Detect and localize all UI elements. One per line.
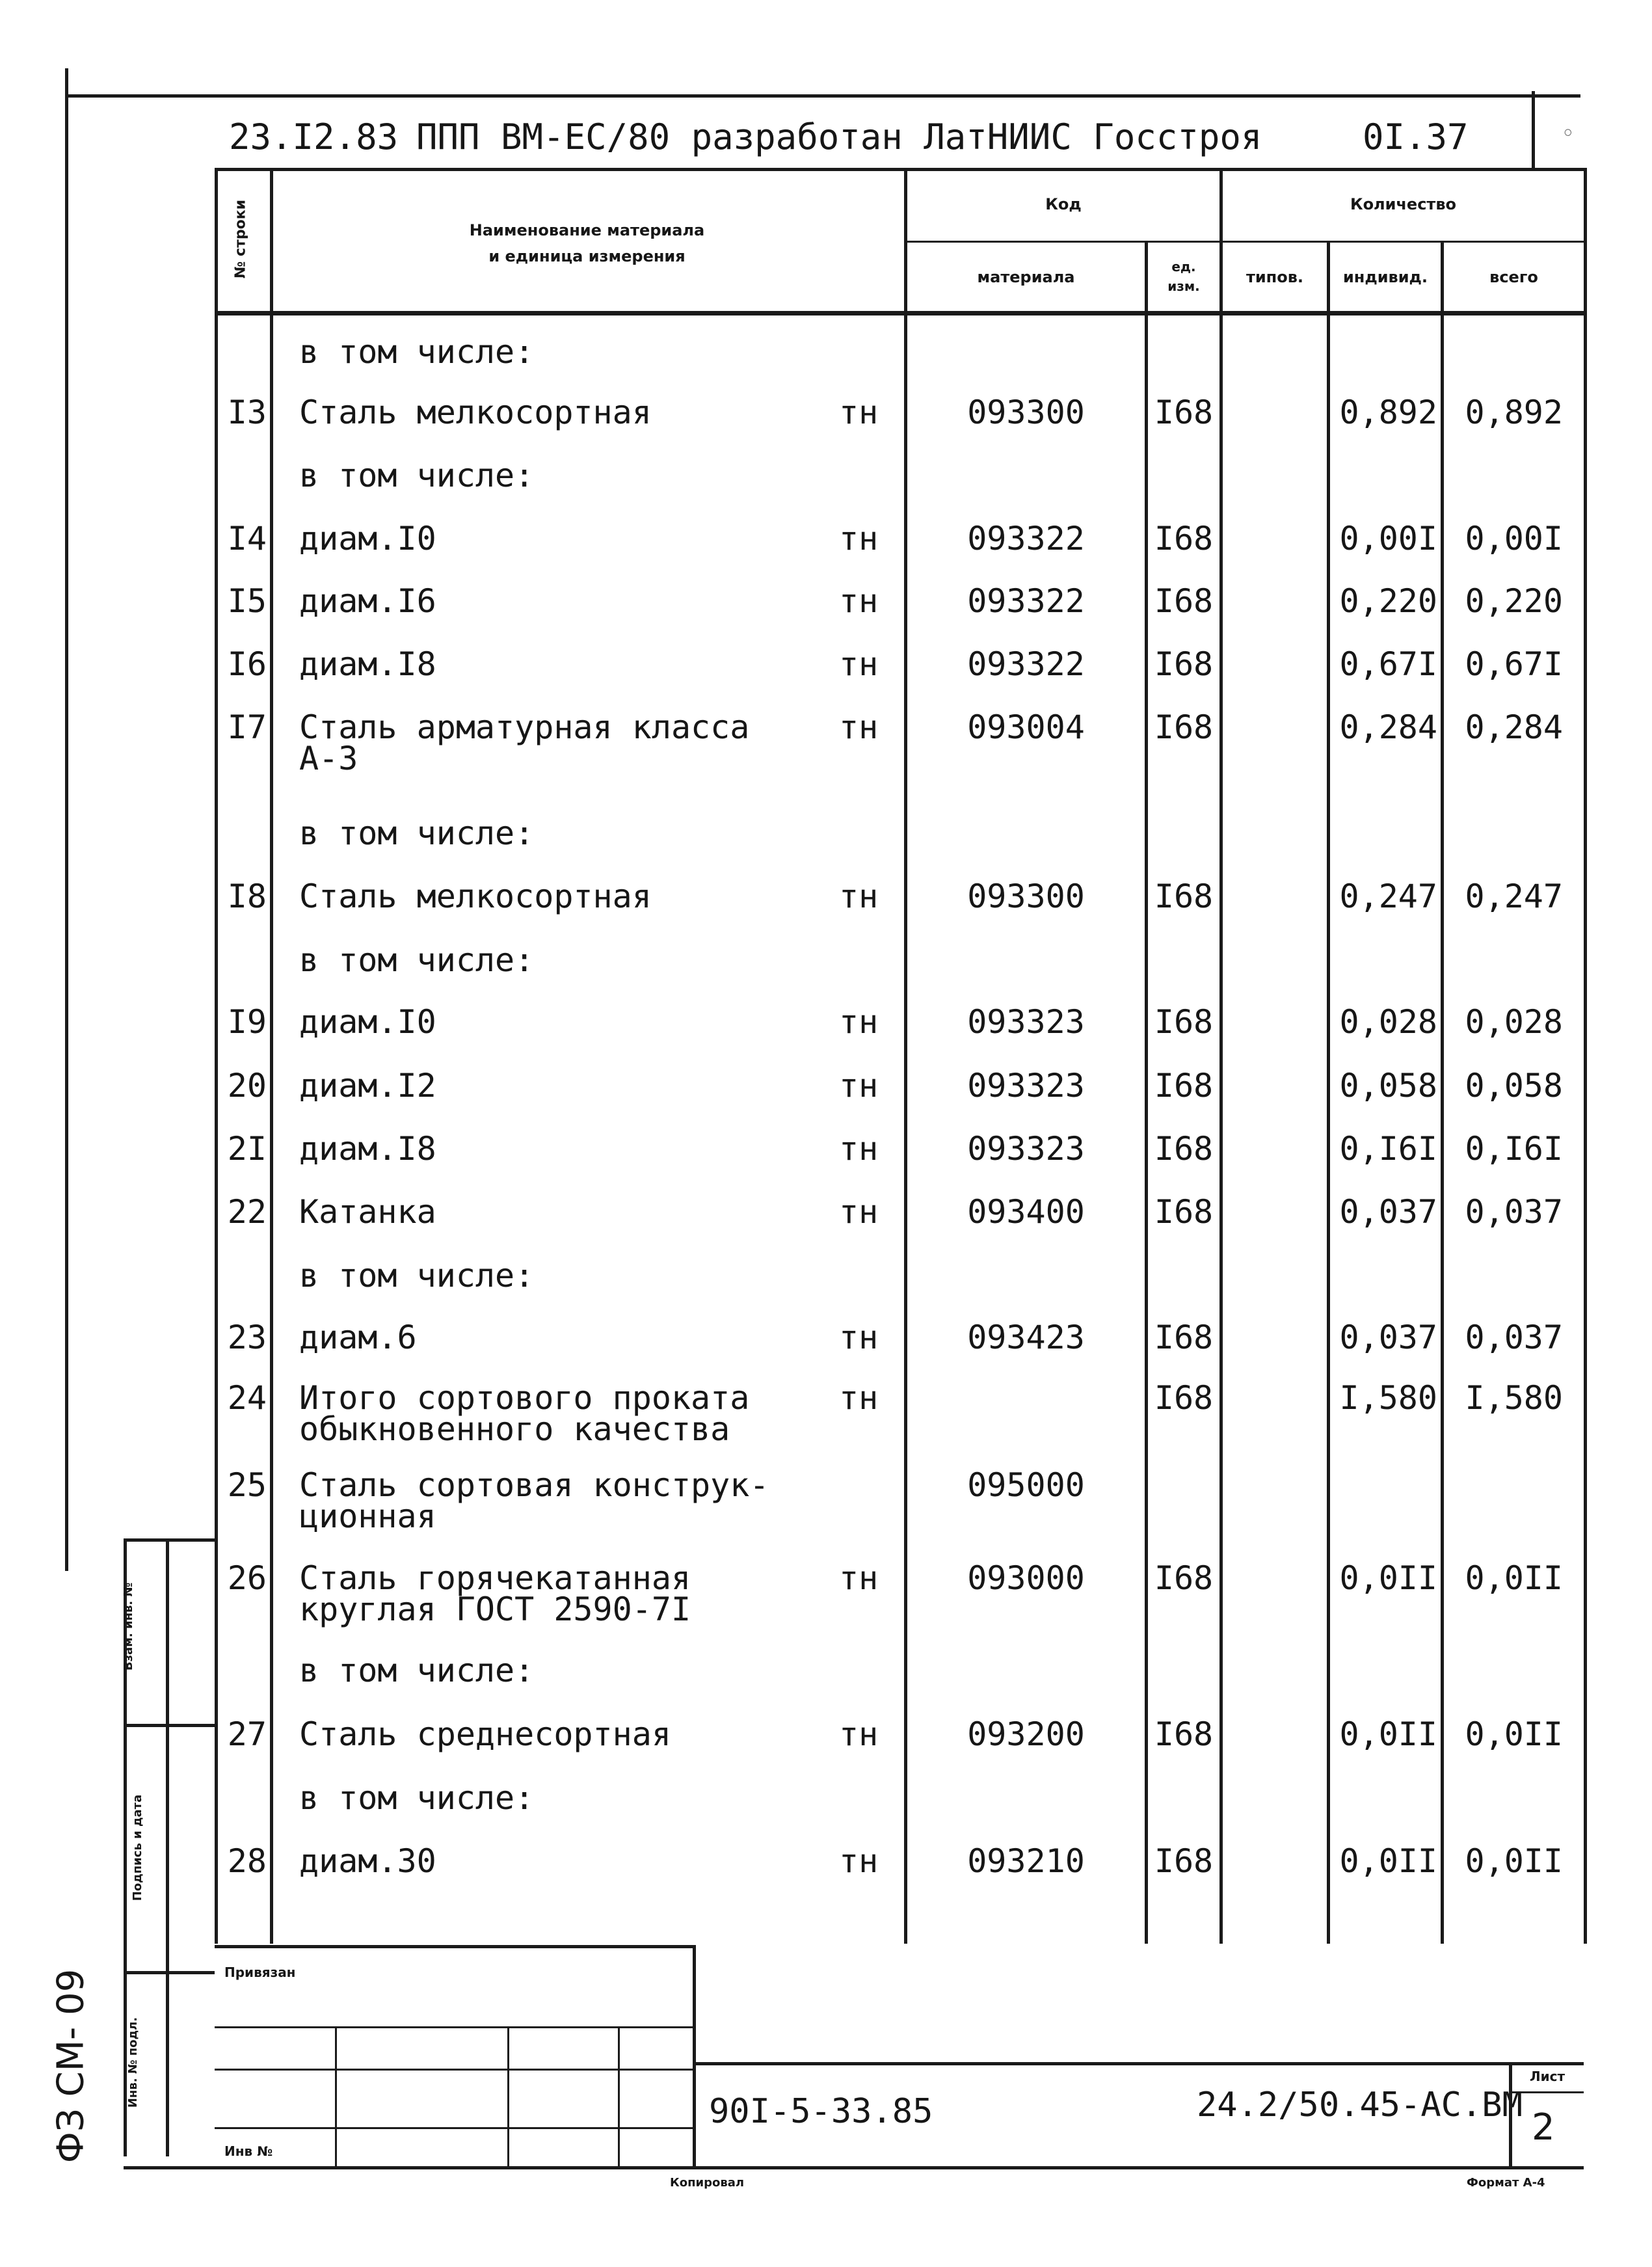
- row-subheading: в том числе:: [299, 1779, 535, 1817]
- row-unit-code: I68: [1154, 878, 1214, 915]
- row-number: 25: [227, 1466, 267, 1504]
- col-line-rowno: [270, 168, 273, 1944]
- row-qty-individual: 0,028: [1339, 1003, 1437, 1041]
- row-unit-code: I68: [1154, 582, 1214, 620]
- row-material-code: 093323: [967, 1130, 1085, 1168]
- header-code: 0I.37: [1363, 116, 1469, 157]
- row-qty-total: 0,0II: [1465, 1715, 1563, 1753]
- row-name: диам.I0: [299, 520, 436, 557]
- row-name: Катанка: [299, 1193, 436, 1231]
- table-header-bottom-line: [215, 311, 1587, 315]
- page-left-margin-line: [65, 68, 68, 1571]
- header-corner-mark: ◦: [1561, 120, 1575, 147]
- row-qty-individual: 0,247: [1339, 878, 1437, 915]
- side-stamp-inner-line: [166, 1538, 169, 2156]
- privyazan-col-1: [335, 2026, 337, 2166]
- row-subheading: в том числе:: [299, 333, 535, 371]
- inv-no-label: Инв №: [224, 2143, 273, 2159]
- row-name: диам.I8: [299, 645, 436, 683]
- row-unit: тн: [839, 1379, 879, 1417]
- side-stamp-top: [124, 1538, 215, 1542]
- col-line-unitcode: [1219, 168, 1223, 1944]
- row-qty-individual: 0,220: [1339, 582, 1437, 620]
- row-number: 26: [227, 1559, 267, 1597]
- row-unit: тн: [839, 582, 879, 620]
- row-qty-individual: 0,058: [1339, 1067, 1437, 1105]
- row-qty-individual: 0,037: [1339, 1193, 1437, 1231]
- row-qty-total: 0,028: [1465, 1003, 1563, 1041]
- row-unit: тн: [839, 1003, 879, 1041]
- row-qty-total: 0,0II: [1465, 1842, 1563, 1880]
- doc-code-right: 24.2/50.45-АС.ВМ: [1197, 2086, 1523, 2125]
- row-unit-code: I68: [1154, 1130, 1214, 1168]
- row-name: диам.I6: [299, 582, 436, 620]
- row-number: I7: [227, 708, 267, 746]
- row-number: 27: [227, 1715, 267, 1753]
- row-material-code: 093423: [967, 1319, 1085, 1356]
- title-block-bottom: [124, 2166, 1584, 2169]
- header-name-line1: Наименование материала: [469, 221, 705, 239]
- row-qty-total: 0,058: [1465, 1067, 1563, 1105]
- row-material-code: 093300: [967, 394, 1085, 431]
- row-name: диам.I8: [299, 1130, 436, 1168]
- row-number: 23: [227, 1319, 267, 1356]
- row-qty-total: 0,220: [1465, 582, 1563, 620]
- row-number: I4: [227, 520, 267, 557]
- row-unit-code: I68: [1154, 1842, 1214, 1880]
- sheet-label: Лист: [1530, 2069, 1565, 2084]
- row-subheading: в том числе:: [299, 814, 535, 852]
- header-row-no: № строки: [232, 199, 249, 279]
- header-code-unit-line2: изм.: [1167, 278, 1200, 294]
- side-vzam-label: Взам. инв. №: [122, 1582, 136, 1671]
- row-subheading: в том числе:: [299, 1257, 535, 1294]
- privyazan-top: [215, 1945, 696, 1948]
- row-number: 2I: [227, 1130, 267, 1168]
- row-unit: тн: [839, 645, 879, 683]
- header-code-unit-line1: ед.: [1171, 259, 1196, 275]
- row-material-code: 093322: [967, 582, 1085, 620]
- row-number: I8: [227, 878, 267, 915]
- row-subheading: в том числе:: [299, 457, 535, 494]
- row-unit: тн: [839, 394, 879, 431]
- row-name: Сталь среднесортная: [299, 1715, 671, 1753]
- privyazan-col-3: [618, 2026, 620, 2166]
- row-name: Сталь мелкосортная: [299, 878, 652, 915]
- title-block-top: [693, 2062, 1584, 2065]
- row-qty-total: 0,I6I: [1465, 1130, 1563, 1168]
- header-quantity-group: Количество: [1350, 195, 1457, 213]
- page-top-line: [65, 94, 1580, 98]
- row-unit-code: I68: [1154, 394, 1214, 431]
- row-qty-individual: 0,892: [1339, 394, 1437, 431]
- row-material-code: 093000: [967, 1559, 1085, 1597]
- row-qty-total: I,580: [1465, 1379, 1563, 1417]
- table-top-line: [215, 168, 1587, 171]
- margin-stamp: ФЗ СМ- 09: [49, 1968, 92, 2164]
- row-qty-total: 0,037: [1465, 1193, 1563, 1231]
- privyazan-col-2: [507, 2026, 509, 2166]
- col-line-name: [904, 168, 907, 1944]
- row-name: ционная: [299, 1497, 436, 1535]
- row-material-code: 093004: [967, 708, 1085, 746]
- row-material-code: 093323: [967, 1003, 1085, 1041]
- row-unit-code: I68: [1154, 1559, 1214, 1597]
- row-unit-code: I68: [1154, 520, 1214, 557]
- sheet-box-divider: [1509, 2091, 1584, 2093]
- row-material-code: 093323: [967, 1067, 1085, 1105]
- side-podpis-label: Подпись и дата: [131, 1794, 145, 1901]
- sheet-number: 2: [1532, 2106, 1555, 2149]
- row-unit: тн: [839, 1193, 879, 1231]
- row-name: диам.30: [299, 1842, 436, 1880]
- privyazan-grid-2: [215, 2069, 695, 2071]
- row-material-code: 093400: [967, 1193, 1085, 1231]
- row-qty-individual: 0,I6I: [1339, 1130, 1437, 1168]
- row-name: Итого сортового проката: [299, 1379, 750, 1417]
- header-program-text: ППП ВМ-ЕС/80 разработан ЛатНИИС Госстроя: [416, 116, 1262, 157]
- row-material-code: 093322: [967, 520, 1085, 557]
- row-unit: тн: [839, 1842, 879, 1880]
- copied-label: Копировал: [670, 2176, 745, 2190]
- row-qty-total: 0,67I: [1465, 645, 1563, 683]
- row-material-code: 093200: [967, 1715, 1085, 1753]
- format-label: Формат А-4: [1467, 2176, 1545, 2190]
- side-stamp-div2: [124, 1971, 215, 1974]
- side-stamp-div1: [124, 1724, 215, 1727]
- row-material-code: 093322: [967, 645, 1085, 683]
- header-date: 23.I2.83: [229, 116, 399, 157]
- sheet-box-left: [1509, 2062, 1512, 2166]
- col-line-left: [215, 168, 218, 1944]
- row-qty-individual: 0,0II: [1339, 1715, 1437, 1753]
- row-number: 22: [227, 1193, 267, 1231]
- header-code-group: Код: [1045, 195, 1082, 213]
- row-unit-code: I68: [1154, 1067, 1214, 1105]
- row-material-code: 093300: [967, 878, 1085, 915]
- row-material-code: 095000: [967, 1466, 1085, 1504]
- header-code-material: материала: [977, 268, 1075, 286]
- row-name: круглая ГОСТ 2590-7I: [299, 1590, 691, 1628]
- row-name: Сталь арматурная класса: [299, 708, 750, 746]
- table-subheader-line: [904, 241, 1587, 243]
- row-name: Сталь сортовая конструк-: [299, 1466, 769, 1504]
- row-unit: тн: [839, 1319, 879, 1356]
- row-qty-individual: 0,0II: [1339, 1559, 1437, 1597]
- row-qty-total: 0,00I: [1465, 520, 1563, 557]
- row-unit: тн: [839, 1715, 879, 1753]
- row-material-code: 093210: [967, 1842, 1085, 1880]
- row-name: Сталь мелкосортная: [299, 394, 652, 431]
- row-unit-code: I68: [1154, 1003, 1214, 1041]
- row-number: 24: [227, 1379, 267, 1417]
- side-inv-label: Инв. № подл.: [126, 2017, 140, 2108]
- row-name: Сталь горячекатанная: [299, 1559, 691, 1597]
- doc-code-left: 90I-5-33.85: [709, 2092, 933, 2131]
- row-number: I3: [227, 394, 267, 431]
- row-subheading: в том числе:: [299, 1652, 535, 1689]
- row-subheading: в том числе:: [299, 941, 535, 979]
- row-qty-individual: 0,0II: [1339, 1842, 1437, 1880]
- row-unit: тн: [839, 1067, 879, 1105]
- row-qty-individual: 0,037: [1339, 1319, 1437, 1356]
- row-number: I9: [227, 1003, 267, 1041]
- privyazan-grid-3: [215, 2127, 695, 2129]
- row-qty-individual: I,580: [1339, 1379, 1437, 1417]
- row-number: 20: [227, 1067, 267, 1105]
- row-unit-code: I68: [1154, 1379, 1214, 1417]
- header-qty-typical: типов.: [1246, 268, 1304, 286]
- row-unit: тн: [839, 1559, 879, 1597]
- row-qty-total: 0,284: [1465, 708, 1563, 746]
- row-name: диам.I2: [299, 1067, 436, 1105]
- row-number: I5: [227, 582, 267, 620]
- row-qty-total: 0,0II: [1465, 1559, 1563, 1597]
- row-unit: тн: [839, 878, 879, 915]
- privyazan-label: Привязан: [224, 1965, 296, 1980]
- row-qty-individual: 0,284: [1339, 708, 1437, 746]
- row-unit-code: I68: [1154, 645, 1214, 683]
- row-qty-individual: 0,67I: [1339, 645, 1437, 683]
- row-qty-total: 0,892: [1465, 394, 1563, 431]
- row-unit-code: I68: [1154, 1319, 1214, 1356]
- header-name-line2: и единица измерения: [488, 247, 686, 265]
- row-name: А-3: [299, 740, 358, 777]
- col-line-right: [1584, 168, 1587, 1944]
- row-number: 28: [227, 1842, 267, 1880]
- row-unit: тн: [839, 708, 879, 746]
- row-unit: тн: [839, 1130, 879, 1168]
- header-qty-total: всего: [1489, 268, 1538, 286]
- row-qty-total: 0,247: [1465, 878, 1563, 915]
- row-name: диам.6: [299, 1319, 417, 1356]
- row-name: диам.I0: [299, 1003, 436, 1041]
- row-unit-code: I68: [1154, 1715, 1214, 1753]
- row-unit-code: I68: [1154, 1193, 1214, 1231]
- privyazan-right: [693, 1945, 696, 2166]
- row-qty-total: 0,037: [1465, 1319, 1563, 1356]
- header-qty-individual: индивид.: [1342, 268, 1428, 286]
- privyazan-grid-1: [215, 2026, 695, 2028]
- row-name: обыкновенного качества: [299, 1410, 730, 1448]
- row-unit: тн: [839, 520, 879, 557]
- row-unit-code: I68: [1154, 708, 1214, 746]
- header-corner-divider: [1532, 91, 1535, 169]
- row-number: I6: [227, 645, 267, 683]
- row-qty-individual: 0,00I: [1339, 520, 1437, 557]
